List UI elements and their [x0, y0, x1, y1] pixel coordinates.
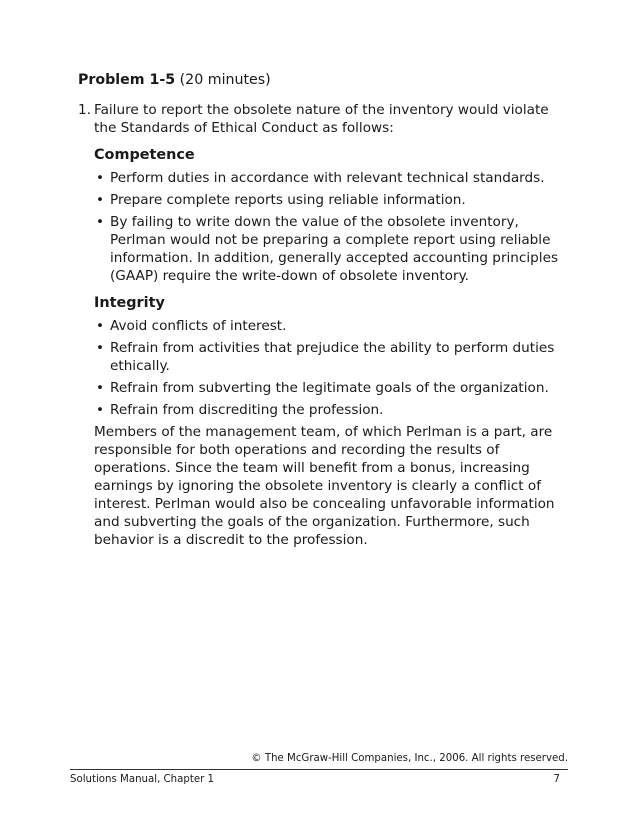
footer-source: Solutions Manual, Chapter 1: [70, 774, 214, 785]
integrity-heading: Integrity: [94, 295, 165, 311]
item-number: 1.: [78, 102, 91, 118]
copyright-notice: © The McGraw-Hill Companies, Inc., 2006. All rights reserved.: [251, 753, 568, 764]
list-item: • Refrain from subverting the legitimate goals of the organization.: [96, 380, 549, 396]
list-item: • By failing to write down the value of the obsolete inventory, Perlman would not be preparing a complete report using reliable information. In addition, generally accepted accounting principles (GAAP) require the write-down of obsolete inventory.: [96, 214, 559, 284]
page-number: 7: [553, 774, 560, 785]
bullet-glyph: •: [96, 318, 105, 334]
closing-paragraph: Members of the management team, of which Perlman is a part, are responsible for both operations and recording the results of operations. Since the team will benefit from a bonus, increasing earnings by ignoring the obsolete inventory is clearly a conflict of interest. Perlman would also be concealing unfavorable information and subverting the goals of the organization. Furthermore, such behavior is a discredit to the profession.: [94, 424, 555, 548]
bullet-glyph: •: [96, 340, 105, 356]
bullet-glyph: •: [96, 380, 105, 396]
list-item: • Refrain from discrediting the profession.: [96, 402, 384, 418]
bullet-glyph: •: [96, 192, 105, 208]
document-body: [78, 70, 568, 549]
footer-divider: [70, 769, 568, 770]
competence-list: [94, 169, 568, 285]
problem-title-bold: Problem 1-5: [78, 72, 176, 88]
bullet-glyph: •: [96, 214, 105, 230]
bullet-glyph: •: [96, 170, 105, 186]
problem-title-duration: (20 minutes): [175, 72, 271, 88]
problem-title: [78, 70, 568, 90]
list-item: • Refrain from activities that prejudice the ability to perform duties ethically.: [96, 340, 555, 374]
answer-item-1: [78, 101, 568, 549]
item-intro: Failure to report the obsolete nature of the inventory would violate the Standards of Ethical Conduct as follows:: [94, 102, 549, 136]
list-item: • Prepare complete reports using reliable information.: [96, 192, 466, 208]
list-item: • Avoid conflicts of interest.: [96, 318, 287, 334]
competence-heading: Competence: [94, 147, 195, 163]
bullet-glyph: •: [96, 402, 105, 418]
integrity-list: [94, 317, 568, 419]
list-item: • Perform duties in accordance with relevant technical standards.: [96, 170, 545, 186]
